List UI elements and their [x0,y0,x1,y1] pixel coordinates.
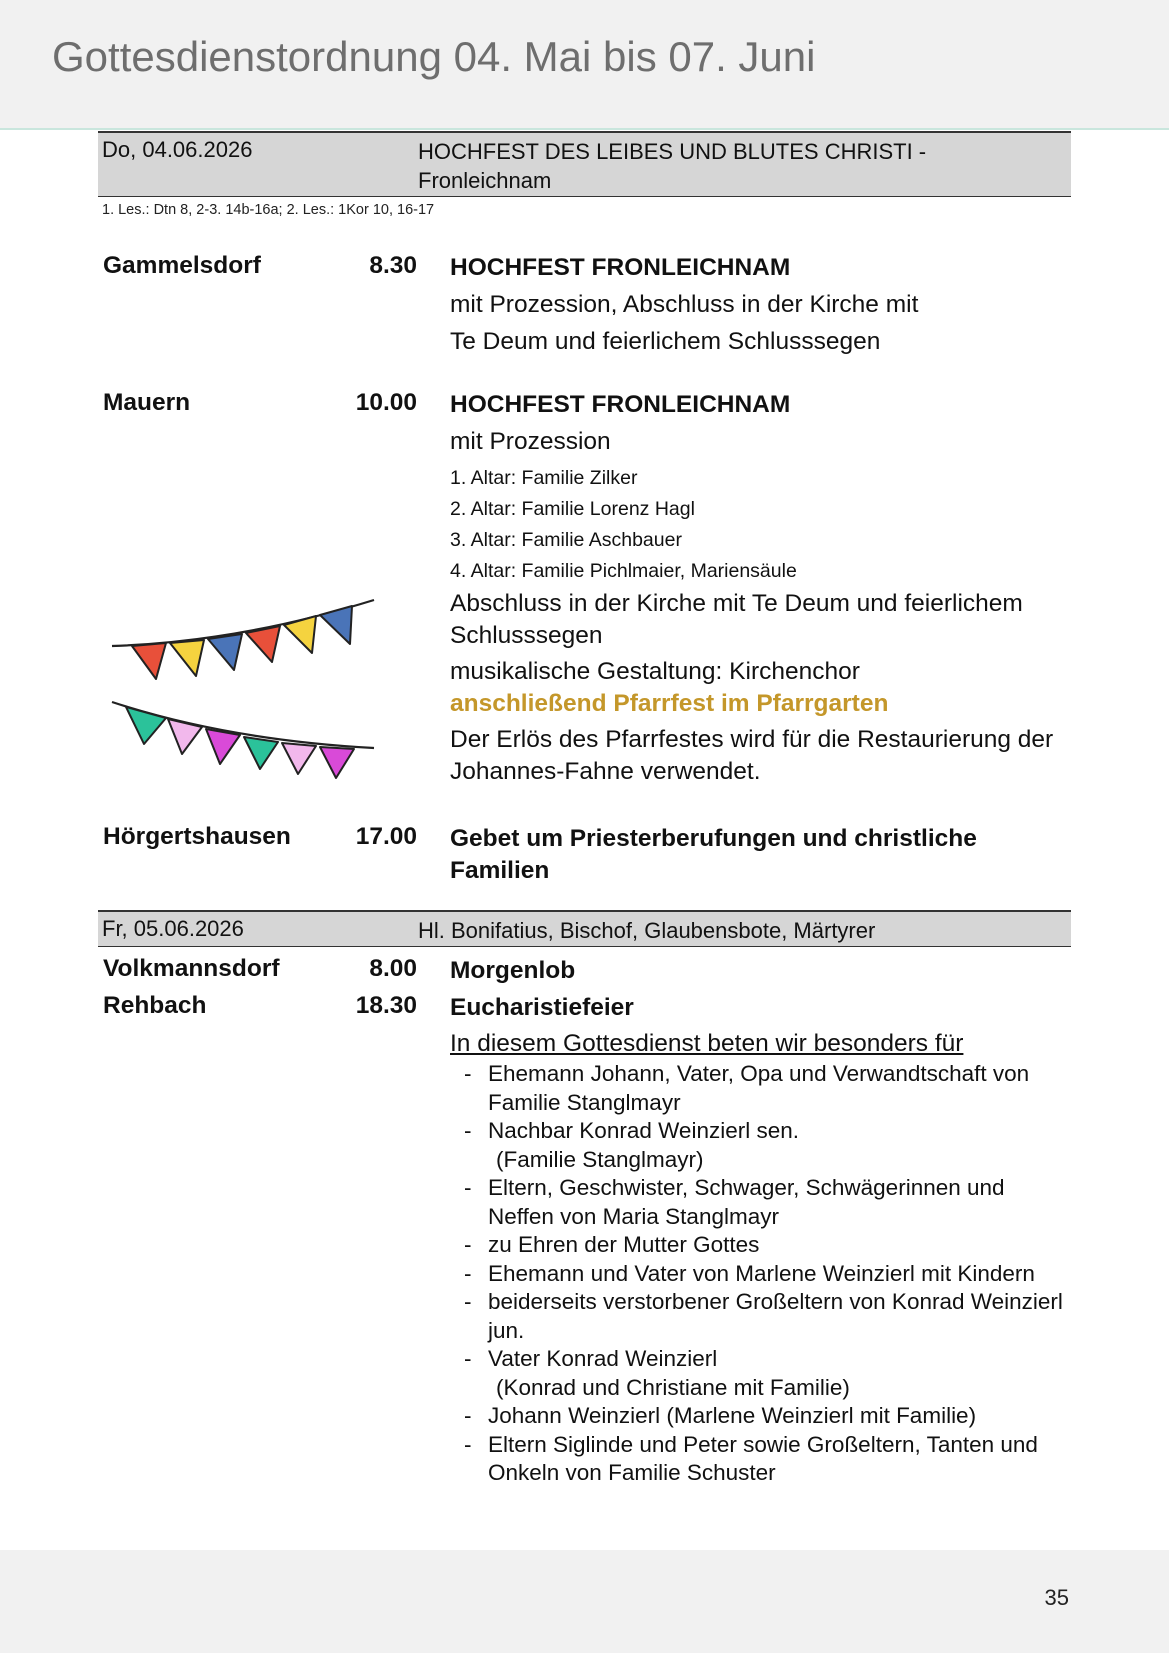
intention-text: Vater Konrad Weinzierl [488,1346,718,1371]
intention-text: Eltern Siglinde und Peter sowie Großeltern, Tanten und Onkeln von Familie Schuster [488,1431,1038,1485]
bunting-flag [244,737,278,769]
intention-item [460,1231,1070,1260]
service-time: 8.00 [369,955,417,982]
service-time: 8.30 [369,252,417,279]
bunting-flag [170,640,204,676]
bullet-dash: - [464,1061,472,1086]
bullet-dash: - [464,1232,472,1257]
bunting-flag [206,729,240,764]
service-note: mit Prozession [450,428,611,455]
altar-item: 1. Altar: Familie Zilker [450,467,638,489]
service-time: 18.30 [355,992,417,1019]
day-feast: HOCHFEST DES LEIBES UND BLUTES CHRISTI - Fronleichnam [418,139,927,193]
service-title: Eucharistiefeier [450,994,634,1021]
intention-item [460,1288,1070,1345]
bullet-dash: - [464,1403,472,1428]
service-time: 10.00 [355,389,417,416]
service-note: Te Deum und feierlichem Schlusssegen [450,328,881,355]
bullet-dash: - [464,1431,472,1457]
bullet-dash: - [464,1289,472,1314]
altar-item: 4. Altar: Familie Pichlmaier, Mariensäule [450,560,797,582]
day-date: Do, 04.06.2026 [102,137,253,162]
intention-text: Nachbar Konrad Weinzierl sen. [488,1118,799,1143]
footer-band [0,1550,1169,1653]
place-name: Rehbach [103,992,207,1019]
music-note: musikalische Gestaltung: Kirchenchor [450,658,860,685]
intention-item [460,1117,1070,1174]
bunting-flag [284,616,316,653]
bullet-dash: - [464,1175,472,1200]
intention-sub: (Konrad und Christiane mit Familie) [496,1374,850,1400]
proceeds-note: Der Erlös des Pfarrfestes wird für die Restaurierung der Johannes-Fahne verwendet. [450,726,1054,785]
bunting-flag [126,707,166,744]
altar-item: 3. Altar: Familie Aschbauer [450,529,682,551]
service-details [450,588,1070,788]
intention-item [460,1402,1070,1431]
service-title: HOCHFEST FRONLEICHNAM [450,391,791,418]
page-title: Gottesdienstordnung 04. Mai bis 07. Juni [52,33,816,80]
place-name: Hörgertshausen [103,823,291,850]
intention-sub: (Familie Stanglmayr) [496,1146,704,1172]
bunting-flag [282,743,316,774]
intention-item [460,1345,1070,1402]
intention-text: Johann Weinzierl (Marlene Weinzierl mit Familie) [488,1403,977,1428]
bunting-flag [320,747,354,778]
intention-item [460,1174,1070,1231]
bullet-dash: - [464,1260,472,1286]
day-date: Fr, 05.06.2026 [102,916,244,941]
readings: 1. Les.: Dtn 8, 2-3. 14b-16a; 2. Les.: 1Kor 10, 16-17 [102,202,435,218]
bunting-flags-top [132,606,352,679]
prayer-heading: In diesem Gottesdienst beten wir besonders für [450,1030,964,1057]
day-header-thursday [98,131,1071,197]
service-time: 17.00 [355,823,417,850]
intention-item [460,1060,1070,1117]
intention-list [460,1060,1070,1488]
header-band [0,0,1169,130]
altar-list [450,463,797,587]
intention-text: Ehemann und Vater von Marlene Weinzierl mit Kindern [488,1260,1035,1286]
intention-text: zu Ehren der Mutter Gottes [488,1232,760,1257]
bullet-dash: - [464,1118,472,1143]
intention-text: Ehemann Johann, Vater, Opa und Verwandtschaft von Familie Stanglmayr [488,1061,1030,1115]
service-title: HOCHFEST FRONLEICHNAM [450,254,791,281]
closing-note: Abschluss in der Kirche mit Te Deum und feierlichem Schlusssegen [450,590,1023,649]
bunting-flag [132,643,166,679]
bunting-flag [208,634,242,670]
bullet-dash: - [464,1346,472,1371]
bunting-flag [320,606,352,644]
day-feast: Hl. Bonifatius, Bischof, Glaubensbote, Märtyrer [418,918,876,943]
place-name: Volkmannsdorf [103,955,280,982]
altar-item: 2. Altar: Familie Lorenz Hagl [450,498,695,520]
service-title: Morgenlob [450,957,576,984]
page-number: 35 [1044,1585,1069,1610]
service-note: mit Prozession, Abschluss in der Kirche mit [450,291,919,318]
parish-fest-note: anschließend Pfarrfest im Pfarrgarten [450,690,889,717]
place-name: Mauern [103,389,191,416]
intention-text: beiderseits verstorbener Großeltern von Konrad Weinzierl jun. [488,1289,1063,1343]
intention-item [460,1431,1070,1488]
bunting-flag [246,626,280,662]
intention-text: Eltern, Geschwister, Schwager, Schwägerinnen und Neffen von Maria Stanglmayr [488,1175,1005,1229]
day-header-friday [98,910,1071,947]
intention-item [460,1260,1070,1289]
bunting-decoration [108,596,378,796]
service-title: Gebet um Priesterberufungen und christliche Familien [450,825,977,884]
bunting-flags-bottom [126,707,354,778]
place-name: Gammelsdorf [103,252,261,279]
